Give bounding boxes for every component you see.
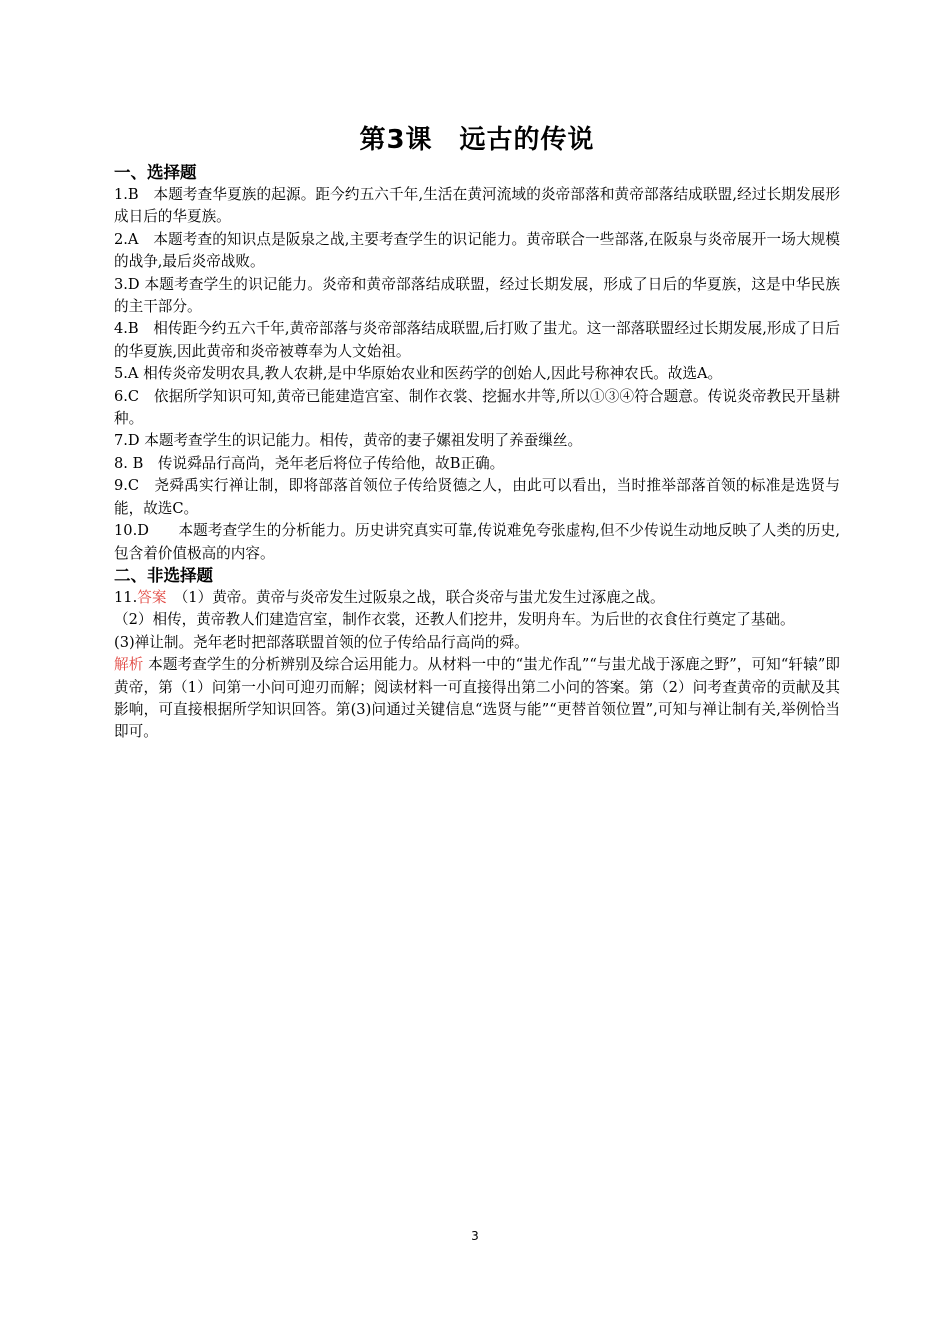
answer-item-8: 8. B 传说舜品行高尚，尧年老后将位子传给他，故B正确。 — [114, 454, 505, 472]
q11-number: 11. — [114, 588, 138, 606]
section-heading-nonchoice: 二、非选择题 — [114, 565, 213, 585]
analysis-label: 解析 — [114, 656, 144, 674]
page-title: 第3课 远古的传说 — [359, 125, 595, 155]
q11-answer-part1 — [114, 587, 840, 609]
answer-item-4: 4.B 相传距今约五六千年,黄帝部落与炎帝部落结成联盟,后打败了蚩尤。这一部落联盟经过长期发展,形成了日后的华夏族,因此黄帝和炎帝被尊奉为人文始祖。 — [114, 320, 840, 360]
answer-item-9: 9.C 尧舜禹实行禅让制，即将部落首领位子传给贤德之人，由此可以看出，当时推举部落首领的标准是选贤与能，故选C。 — [114, 477, 840, 517]
answer-item-6: 6.C 依据所学知识可知,黄帝已能建造宫室、制作衣裳、挖掘水井等,所以①③④符合题意。传说炎帝教民开垦耕种。 — [114, 387, 840, 428]
q11-answer-part3: (3)禅让制。尧年老时把部落联盟首领的位子传给品行高尚的舜。 — [114, 633, 529, 651]
q11-answer-part1-text: （1）黄帝。黄帝与炎帝发生过阪泉之战，联合炎帝与蚩尤发生过涿鹿之战。 — [166, 588, 665, 606]
answer-label: 答案 — [137, 588, 167, 606]
answer-item-10: 10.D 本题考查学生的分析能力。历史讲究真实可靠,传说难免夸张虚构,但不少传说生动地反映了人类的历史,包含着价值极高的内容。 — [114, 522, 840, 562]
section-heading-choice: 一、选择题 — [114, 163, 197, 182]
q11-answer-part2: （2）相传，黄帝教人们建造宫室，制作衣裳，还教人们挖井，发明舟车。为后世的衣食住行奠定了基础。 — [114, 611, 795, 629]
answer-item-7: 7.D 本题考查学生的识记能力。相传，黄帝的妻子嫘祖发明了养蚕缫丝。 — [114, 432, 583, 450]
page-number: 3 — [471, 1229, 479, 1243]
answer-item-3: 3.D 本题考查学生的识记能力。炎帝和黄帝部落结成联盟，经过长期发展，形成了日后的华夏族，这是中华民族的主干部分。 — [114, 275, 840, 316]
analysis-text: 本题考查学生的分析辨别及综合运用能力。从材料一中的“蚩尤作乱”“与蚩尤战于涿鹿之野”，可知“轩辕”即黄帝，第（1）问第一小问可迎刃而解；阅读材料一可直接得出第二小问的答案。第（2）问考查黄帝的贡献及其影响，可直接根据所学知识回答。第(3)问通过关键信息“选贤与能”“更替首领位置”,可知与禅让制有关,举例恰当即可。 — [114, 656, 840, 741]
document-page — [114, 120, 840, 744]
answer-item-2: 2.A 本题考查的知识点是阪泉之战,主要考查学生的识记能力。黄帝联合一些部落,在阪泉与炎帝展开一场大规模的战争,最后炎帝战败。 — [114, 230, 840, 271]
answer-item-1: 1.B 本题考查华夏族的起源。距今约五六千年,生活在黄河流域的炎帝部落和黄帝部落结成联盟,经过长期发展形成日后的华夏族。 — [114, 186, 840, 226]
answer-item-5: 5.A 相传炎帝发明农具,教人农耕,是中华原始农业和医药学的创始人,因此号称神农氏。故选A。 — [114, 365, 723, 383]
q11-analysis — [114, 654, 840, 744]
